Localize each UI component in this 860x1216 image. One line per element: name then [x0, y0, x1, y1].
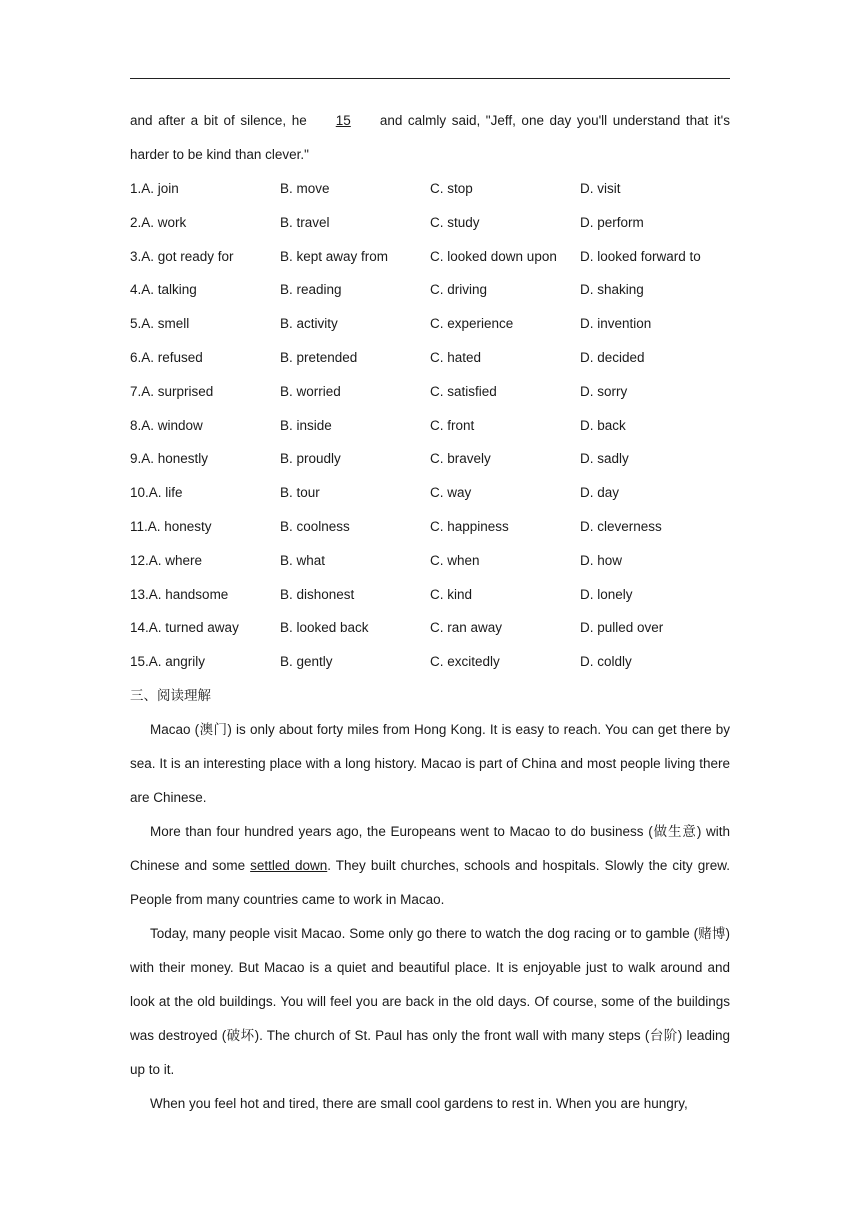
passage-text-before: and after a bit of silence, he — [130, 113, 313, 128]
option-a: 4.A. talking — [130, 282, 197, 298]
option-b: B. reading — [280, 282, 342, 298]
option-c: C. front — [430, 417, 475, 433]
option-a: 7.A. surprised — [130, 383, 214, 399]
option-c: C. experience — [430, 316, 514, 332]
option-c: C. kind — [430, 586, 473, 602]
option-b: B. travel — [280, 214, 330, 230]
option-a: 5.A. smell — [130, 316, 190, 332]
option-row — [130, 273, 730, 307]
option-c: C. study — [430, 214, 480, 230]
p2-text-after: . They built churches, schools and hospitals. Slowly the city grew. People from many countries came to work in Macao. — [130, 857, 730, 907]
option-b: B. worried — [280, 383, 341, 399]
option-row — [130, 578, 730, 612]
section-title: 三、阅读理解 — [130, 687, 211, 703]
option-b: B. move — [280, 181, 330, 196]
option-c: C. looked down upon — [430, 248, 557, 264]
option-c: C. excitedly — [430, 654, 500, 670]
option-row — [130, 240, 730, 274]
option-b: B. activity — [280, 316, 338, 332]
option-d: D. shaking — [580, 282, 644, 298]
option-row — [130, 375, 730, 409]
option-a: 12.A. where — [130, 552, 203, 568]
passage-text-after: and calmly said, "Jeff, one day you'll understand that it's harder to be kind than clever." — [130, 113, 731, 162]
option-d: D. decided — [580, 349, 645, 365]
option-a: 9.A. honestly — [130, 451, 209, 467]
option-a: 11.A. honesty — [130, 518, 212, 534]
option-b: B. pretended — [280, 349, 358, 365]
option-d: D. visit — [580, 181, 621, 196]
option-d: D. looked forward to — [580, 248, 701, 264]
option-a: 2.A. work — [130, 214, 187, 230]
option-d: D. pulled over — [580, 620, 664, 636]
option-b: B. coolness — [280, 518, 350, 534]
option-c: C. stop — [430, 181, 473, 196]
document-body — [130, 104, 730, 1121]
option-a: 1.A. join — [130, 181, 179, 196]
option-row — [130, 442, 730, 476]
option-c: C. way — [430, 485, 472, 501]
option-c: C. ran away — [430, 620, 503, 636]
option-d: D. coldly — [580, 654, 632, 670]
passage-ending — [130, 104, 730, 172]
option-a: 10.A. life — [130, 485, 183, 501]
option-d: D. lonely — [580, 586, 633, 602]
reading-paragraph-1: Macao (澳门) is only about forty miles from Hong Kong. It is easy to reach. You can get there by sea. It is an interesting place with a long history. Macao is part of China and most people living there are Chinese. — [130, 721, 730, 805]
option-a: 3.A. got ready for — [130, 248, 234, 264]
option-c: C. driving — [430, 282, 488, 298]
option-b: B. gently — [280, 654, 333, 670]
option-a: 6.A. refused — [130, 349, 203, 365]
option-d: D. perform — [580, 214, 644, 230]
option-c: C. hated — [430, 349, 482, 365]
option-b: B. looked back — [280, 620, 369, 636]
option-b: B. what — [280, 552, 326, 568]
option-row — [130, 172, 730, 206]
option-d: D. day — [580, 485, 620, 501]
option-a: 13.A. handsome — [130, 586, 229, 602]
header-rule — [130, 78, 730, 79]
option-c: C. satisfied — [430, 383, 497, 399]
option-row — [130, 476, 730, 510]
p2-text-before: More than four hundred years ago, the Europeans went to Macao to do business (做生意) with Chinese and some — [130, 823, 730, 873]
option-d: D. sorry — [580, 383, 628, 399]
option-d: D. how — [580, 552, 623, 568]
option-b: B. tour — [280, 485, 320, 501]
option-a: 14.A. turned away — [130, 620, 239, 636]
option-c: C. when — [430, 552, 480, 568]
option-a: 15.A. angrily — [130, 654, 206, 670]
reading-paragraph-4: When you feel hot and tired, there are small cool gardens to rest in. When you are hungry, — [150, 1095, 688, 1111]
option-row — [130, 206, 730, 240]
option-a: 8.A. window — [130, 417, 203, 433]
reading-paragraph-2 — [130, 815, 730, 917]
option-row — [130, 510, 730, 544]
reading-paragraph-3: Today, many people visit Macao. Some only go there to watch the dog racing or to gamble (赌博) with their money. But Macao is a quiet and beautiful place. It is enjoyable just to walk around and look at the old buildings. You will feel you are back in the old days. Of course, some of the buildings was destroyed (破坏). The church of St. Paul has only the front wall with many steps (台阶) leading up to it. — [130, 925, 730, 1077]
option-d: D. cleverness — [580, 518, 662, 534]
options-list — [130, 172, 730, 679]
option-b: B. dishonest — [280, 586, 355, 602]
option-row — [130, 409, 730, 443]
option-row — [130, 544, 730, 578]
option-d: D. invention — [580, 316, 652, 332]
option-d: D. back — [580, 417, 626, 433]
option-c: C. happiness — [430, 518, 509, 534]
underlined-phrase: settled down — [250, 857, 328, 873]
option-row — [130, 645, 730, 679]
option-c: C. bravely — [430, 451, 491, 467]
option-b: B. inside — [280, 417, 332, 433]
option-row — [130, 341, 730, 375]
option-d: D. sadly — [580, 451, 629, 467]
option-b: B. proudly — [280, 451, 341, 467]
option-b: B. kept away from — [280, 248, 389, 264]
option-row — [130, 307, 730, 341]
option-row — [130, 611, 730, 645]
blank-15: 15 — [335, 113, 351, 128]
